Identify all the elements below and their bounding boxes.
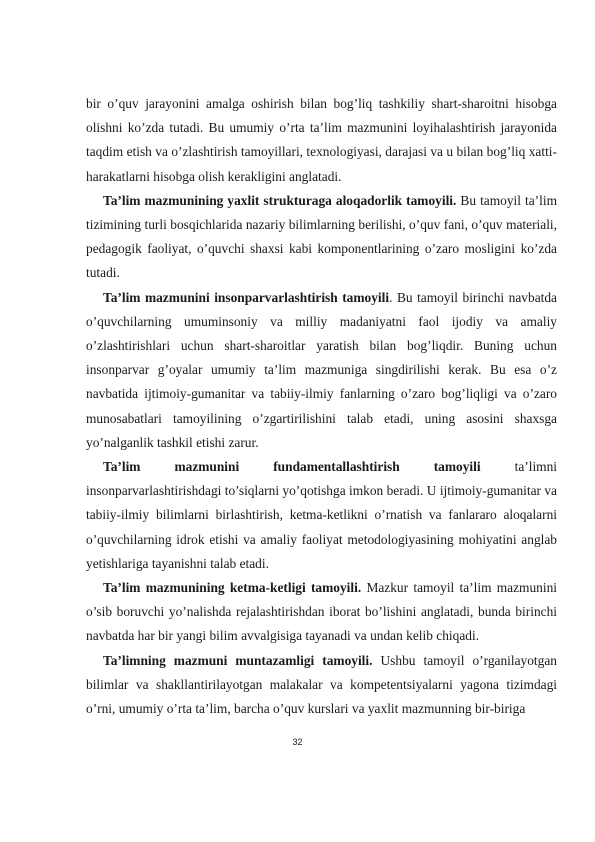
document-page bbox=[86, 92, 557, 721]
paragraph-continuation bbox=[86, 92, 557, 189]
principle-heading: Ta’limning mazmuni muntazamligi tamoyili. bbox=[103, 652, 373, 668]
paragraph-text: ta’limni insonparvarlashtirishdagi to’siqlarni yo’qotishga imkon beradi. U ijtimoiy-gumanitar va tabiiy-ilmiy bilimlarni birlashtirish, ketma-ketlikni o’rnatish va fanlararo aloqalarni o’quvchilarning idrok etishi va amaliy faoliyat metodologiyasining mohiyatini anglab yetishlariga tayanishni talab etadi. bbox=[86, 459, 558, 571]
paragraph-text: Ushbu tamoyil o’rganilayotgan bilimlar va shakllantirilayotgan malakalar va kompetentsiyalarni yagona tizimdagi o’rni, umumiy o’rta ta’lim, barcha o’quv kurslari va yaxlit mazmunning bir-biriga bbox=[86, 652, 557, 717]
paragraph-humanization-principle bbox=[86, 286, 557, 455]
paragraph-text: bir o’quv jarayonini amalga oshirish bilan bog’liq tashkiliy shart-sharoitni hisobga olishni ko’zda tutadi. Bu umumiy o’rta ta’lim mazmunini loyihalashtirish jarayonida taqdim etish va o’zlashtirish tamoyillari, texnologiyasi, darajasi va u bilan bog’liq xatti-harakatlarni hisobga olish kerakligini anglatadi. bbox=[86, 96, 557, 184]
paragraph-text: . Bu tamoyil birinchi navbatda o’quvchilarning umuminsoniy va milliy madaniyatni faol ijodiy va amaliy o’zlashtirishlari uchun shart-sharoitlar yaratish bilan bog’liqdir. Buning uchun insonparvar g’oyalar umumiy ta’lim mazmuniga singdirilishi kerak. Bu esa o’z navbatida ijtimoiy-gumanitar va tabiiy-ilmiy fanlarning o’zaro bog’liqligi va o’zaro munosabatlari tamoyilining o’zgartirilishini talab etadi, uning asosini shaxsga yo’nalganlik tashkil etishi zarur. bbox=[86, 289, 557, 450]
paragraph-text: Bu tamoyil ta’lim tizimining turli bosqichlarida nazariy bilimlarning berilishi, o’quv fani, o’quv materiali, pedagogik faoliyat, o’quvchi shaxsi kabi komponentlarining o’zaro mosligini ko’zda tutadi. bbox=[86, 192, 557, 281]
principle-heading: Ta’lim mazmunining ketma-ketligi tamoyili. bbox=[103, 580, 362, 596]
page-number: 32 bbox=[292, 737, 303, 747]
paragraph-fundamentalization-principle bbox=[86, 455, 557, 576]
principle-heading: Ta’lim mazmunini insonparvarlashtirish tamoyili bbox=[103, 289, 390, 305]
paragraph-holistic-structure-principle bbox=[86, 189, 557, 286]
paragraph-text: Mazkur tamoyil ta’lim mazmunini o’sib boruvchi yo’nalishda rejalashtirishdan iborat bo’lishini anglatadi, bunda birinchi navbatda har bir yangi bilim avvalgisiga tayanadi va undan kelib chiqadi. bbox=[86, 580, 557, 644]
paragraph-sequence-principle bbox=[86, 576, 557, 649]
paragraph-systematicity-principle bbox=[86, 649, 557, 722]
principle-heading: Ta’lim mazmunining yaxlit strukturaga aloqadorlik tamoyili. bbox=[103, 192, 457, 208]
principle-heading: Ta’lim mazmunini fundamentallashtirish tamoyili bbox=[103, 459, 481, 475]
